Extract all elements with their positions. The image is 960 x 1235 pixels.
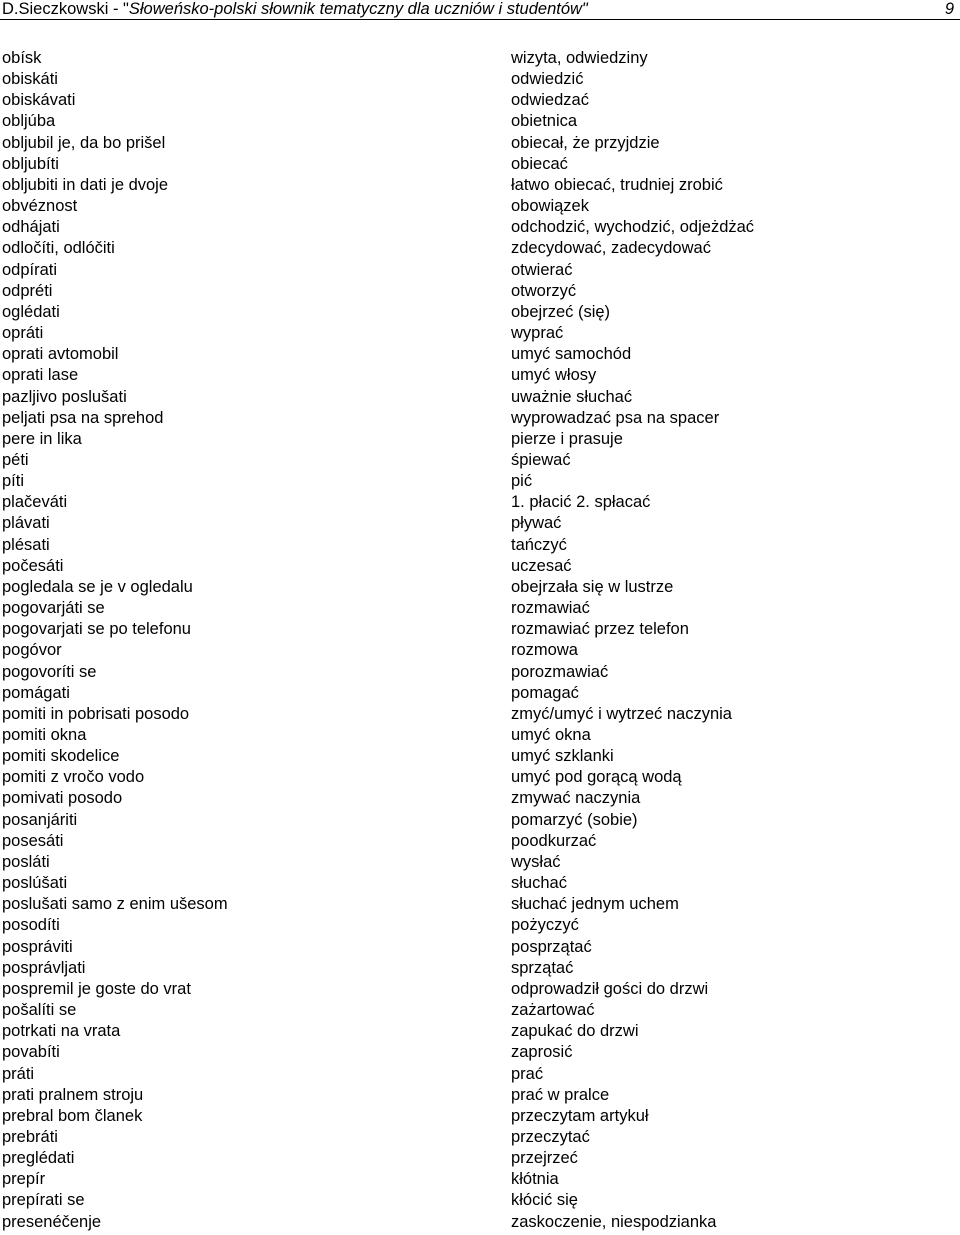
slovenian-term: plávati [2,514,50,533]
page-number: 9 [944,0,954,18]
slovenian-term: počesáti [2,556,64,575]
polish-translation: umyć samochód [511,345,632,364]
polish-translation: umyć szklanki [511,747,614,766]
author-prefix: D.Sieczkowski - " [2,0,129,18]
polish-translation: obejrzała się w lustrze [511,577,674,596]
polish-translation: umyć pod gorącą wodą [511,768,682,787]
slovenian-term: pogledala se je v ogledalu [2,577,193,596]
polish-translation: zdecydować, zadecydować [511,239,711,258]
slovenian-term: obiskáti [2,70,58,89]
polish-translation: odwiedzić [511,70,584,89]
polish-translation: prać [511,1064,544,1083]
polish-translation: kłótnia [511,1170,559,1189]
slovenian-term: pomágati [2,683,70,702]
slovenian-term: obljubil je, da bo prišel [2,133,166,152]
slovenian-term: péti [2,450,29,469]
polish-translation: rozmowa [511,641,578,660]
polish-translation: łatwo obiecać, trudniej zrobić [511,175,723,194]
slovenian-term: pogovarjati se po telefonu [2,620,191,639]
slovenian-term: pospremil je goste do vrat [2,979,191,998]
slovenian-term: píti [2,472,25,491]
slovenian-term: pomiti in pobrisati posodo [2,704,190,723]
polish-translation: kłócić się [511,1191,578,1210]
polish-translation: wizyta, odwiedziny [511,49,648,67]
slovenian-term: obljubíti [2,154,59,173]
slovenian-term: pospráviti [2,937,73,956]
polish-column [511,48,959,1233]
slovenian-term: pogóvor [2,641,62,660]
polish-translation: wyprać [511,324,564,343]
polish-translation: porozmawiać [511,662,609,681]
slovenian-column [2,48,482,1233]
slovenian-term: posprávljati [2,958,86,977]
polish-translation: przeczytam artykuł [511,1106,649,1125]
slovenian-term: potrkati na vrata [2,1022,121,1041]
polish-translation: zmywać naczynia [511,789,641,808]
polish-translation: przeczytać [511,1127,590,1146]
slovenian-term: poslušati samo z enim ušesom [2,895,228,914]
polish-translation: rozmawiać [511,599,590,618]
slovenian-term: pogovoríti se [2,662,97,681]
polish-translation: pożyczyć [511,916,579,935]
polish-translation: otwierać [511,260,573,279]
polish-translation: pomarzyć (sobie) [511,810,638,829]
slovenian-term: pomiti z vročo vodo [2,768,145,787]
slovenian-term: odpírati [2,260,58,279]
slovenian-term: prebral bom članek [2,1106,143,1125]
slovenian-term: poslúšati [2,874,68,893]
slovenian-term: preglédati [2,1149,75,1168]
slovenian-term: odločíti, odlóčiti [2,239,115,258]
polish-translation: odprowadził gości do drzwi [511,979,709,998]
slovenian-term: plačeváti [2,493,68,512]
dictionary-title: Słoweńsko-polski słownik tematyczny dla uczniów i studentów" [128,0,588,18]
slovenian-term: posanjáriti [2,810,78,829]
polish-translation: wyprowadzać psa na spacer [511,408,720,427]
slovenian-term: povabíti [2,1043,60,1062]
polish-translation: słuchać [511,874,567,893]
slovenian-term: posodíti [2,916,60,935]
polish-translation: uważnie słuchać [511,387,633,406]
slovenian-term: obísk [2,49,42,67]
slovenian-term: pogovarjáti se [2,599,105,618]
polish-translation: przejrzeć [511,1149,578,1168]
polish-translation: umyć okna [511,726,591,744]
polish-translation: obietnica [511,112,578,131]
polish-translation: zaprosić [511,1043,573,1062]
slovenian-term: práti [2,1064,35,1083]
polish-translation: zapukać do drzwi [511,1022,639,1041]
slovenian-term: obljubiti in dati je dvoje [2,175,169,194]
polish-translation: posprzątać [511,937,592,956]
slovenian-term: presenéčenje [2,1212,102,1231]
polish-translation: zażartować [511,1001,595,1020]
polish-translation: odwiedzać [511,91,589,110]
polish-translation: pływać [511,514,562,533]
polish-translation: zaskoczenie, niespodzianka [511,1212,717,1231]
polish-translation: sprzątać [511,958,574,977]
polish-translation: uczesać [511,556,572,575]
polish-translation: pomagać [511,683,579,702]
polish-translation: otworzyć [511,281,577,300]
slovenian-term: obvéznost [2,197,78,216]
polish-translation: zmyć/umyć i wytrzeć naczynia [511,704,732,723]
polish-translation: umyć włosy [511,366,597,385]
slovenian-term: peljati psa na sprehod [2,408,164,427]
polish-translation: pić [511,472,533,491]
slovenian-term: pomiti okna [2,726,87,744]
page-header [0,0,960,22]
slovenian-term: oprati avtomobil [2,345,119,364]
slovenian-term: oglédati [2,302,60,321]
polish-translation: prać w pralce [511,1085,610,1104]
polish-translation: słuchać jednym uchem [511,895,679,914]
polish-translation: obiecać [511,154,568,173]
slovenian-term: prati pralnem stroju [2,1085,144,1104]
slovenian-term: odhájati [2,218,60,237]
slovenian-term: oprati lase [2,366,79,385]
polish-translation: wysłać [511,852,561,871]
polish-translation: pierze i prasuje [511,429,623,448]
slovenian-term: pazljivo poslušati [2,387,127,406]
header-divider [0,19,960,20]
slovenian-term: odpréti [2,281,53,300]
slovenian-term: prepírati se [2,1191,85,1210]
slovenian-term: pomiti skodelice [2,747,120,766]
slovenian-term: prebráti [2,1127,58,1146]
slovenian-term: prepír [2,1170,46,1189]
polish-translation: śpiewać [511,450,571,469]
polish-translation: obowiązek [511,197,589,216]
document-title [2,0,588,18]
polish-translation: poodkurzać [511,831,597,850]
polish-translation: obejrzeć (się) [511,302,611,321]
slovenian-term: pomivati posodo [2,789,123,808]
polish-translation: obiecał, że przyjdzie [511,133,660,152]
slovenian-term: pere in lika [2,429,82,448]
slovenian-term: posláti [2,852,50,871]
slovenian-term: pošalíti se [2,1001,77,1020]
polish-translation: 1. płacić 2. spłacać [511,493,651,512]
slovenian-term: plésati [2,535,50,554]
polish-translation: rozmawiać przez telefon [511,620,689,639]
slovenian-term: posesáti [2,831,64,850]
slovenian-term: obljúba [2,112,56,131]
polish-translation: tańczyć [511,535,567,554]
polish-translation: odchodzić, wychodzić, odjeżdżać [511,218,755,237]
slovenian-term: obiskávati [2,91,76,110]
slovenian-term: opráti [2,324,44,343]
